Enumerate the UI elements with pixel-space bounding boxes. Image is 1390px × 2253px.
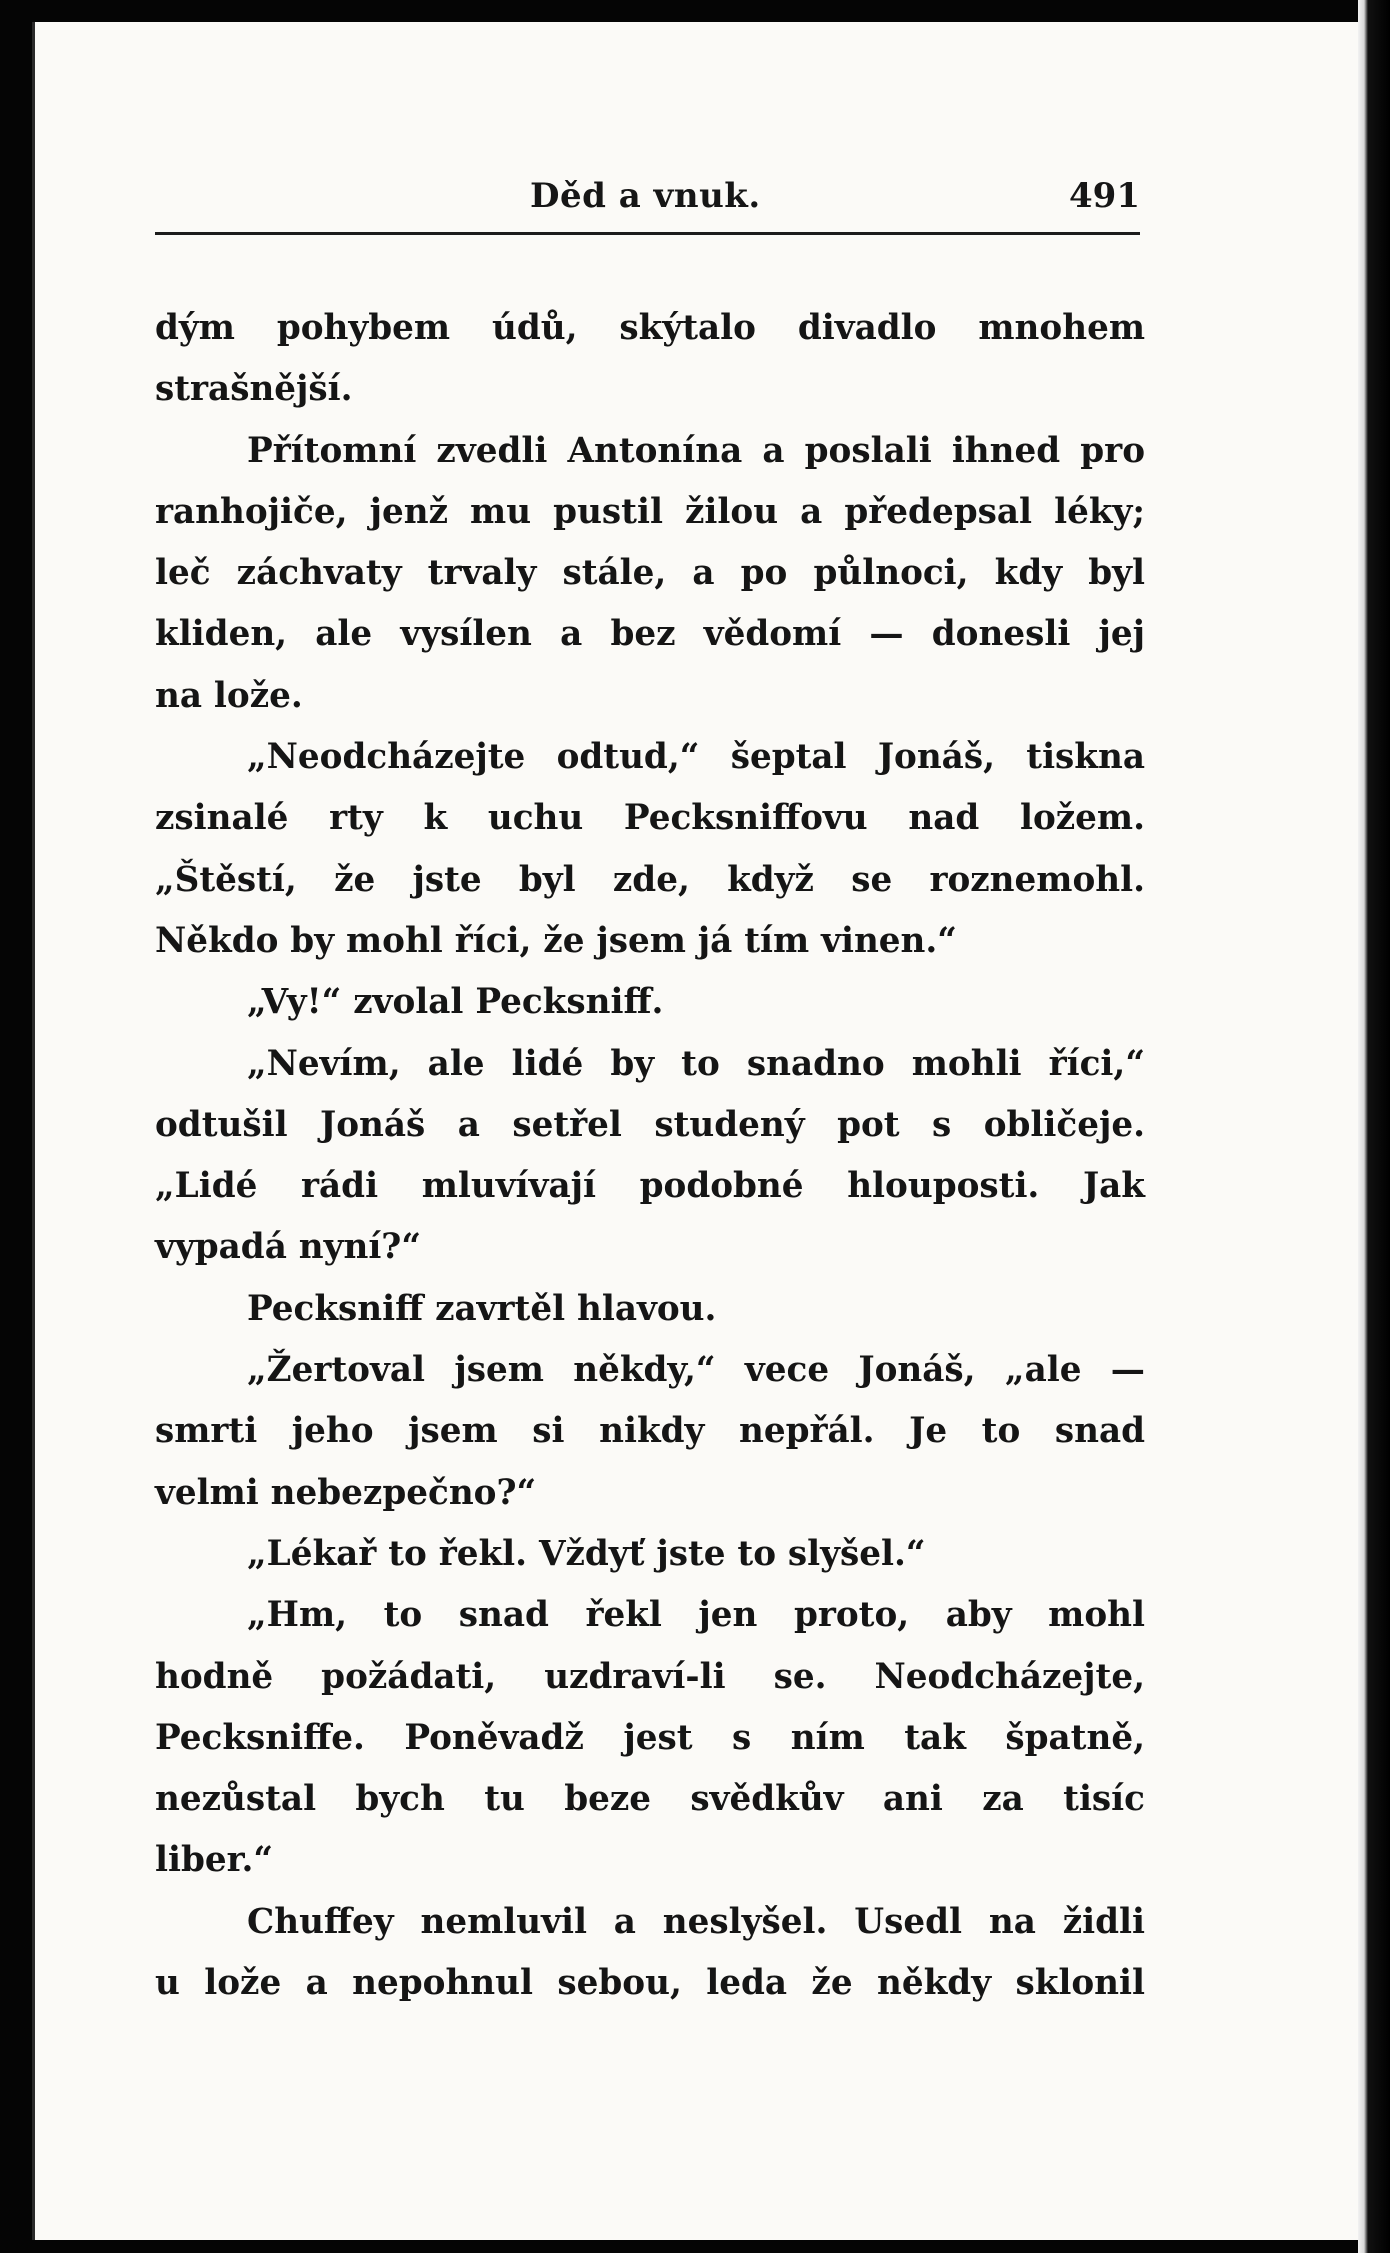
- page-number: 491: [1069, 176, 1140, 216]
- text-line: na lože.: [155, 675, 303, 716]
- text-line: liber.“: [155, 1840, 274, 1881]
- text-line: kliden, ale vysílen a bez vědomí — donesli jej: [155, 614, 1145, 655]
- running-header: [155, 170, 1140, 222]
- body-text: [155, 298, 1145, 2014]
- text-line: „Nevím, ale lidé by to snadno mohli říci,“: [247, 1043, 1145, 1084]
- text-line: Chuffey nemluvil a neslyšel. Usedl na židli: [247, 1901, 1145, 1942]
- text-line: velmi nebezpečno?“: [155, 1472, 537, 1513]
- text-line: Pecksniffe. Poněvadž jest s ním tak špatně,: [155, 1717, 1145, 1758]
- text-line: ranhojiče, jenž mu pustil žilou a předepsal léky;: [155, 491, 1145, 532]
- text-line: nezůstal bych tu beze svědkův ani za tisíc: [155, 1779, 1145, 1820]
- text-line: strašnější.: [155, 369, 353, 410]
- text-line: „Neodcházejte odtud,“ šeptal Jonáš, tiskna: [247, 737, 1145, 778]
- text-line: „Štěstí, že jste byl zde, když se roznemohl.: [155, 859, 1145, 900]
- page-edge-shadow: [1358, 0, 1390, 2253]
- text-line: vypadá nyní?“: [155, 1227, 422, 1268]
- text-line: Pecksniff zavrtěl hlavou.: [247, 1288, 717, 1329]
- text-line: Přítomní zvedli Antonína a poslali ihned pro: [247, 430, 1145, 471]
- text-line: „Lékař to řekl. Vždyť jste to slyšel.“: [247, 1533, 926, 1574]
- text-line: hodně požádati, uzdraví-li se. Neodcházejte,: [155, 1656, 1145, 1697]
- text-line: dým pohybem údů, skýtalo divadlo mnohem: [155, 308, 1145, 348]
- text-line: odtušil Jonáš a setřel studený pot s obličeje.: [155, 1104, 1145, 1145]
- running-title: Děd a vnuk.: [530, 176, 761, 216]
- text-line: u lože a nepohnul sebou, leda že někdy sklonil: [155, 1963, 1145, 2004]
- text-line: „Hm, to snad řekl jen proto, aby mohl: [247, 1595, 1145, 1636]
- text-line: „Vy!“ zvolal Pecksniff.: [247, 982, 664, 1023]
- text-line: leč záchvaty trvaly stále, a po půlnoci, kdy byl: [155, 553, 1145, 594]
- header-rule: [155, 232, 1140, 235]
- text-line: Někdo by mohl říci, že jsem já tím vinen.“: [155, 920, 957, 961]
- text-line: „Žertoval jsem někdy,“ vece Jonáš, „ale —: [247, 1350, 1145, 1391]
- text-line: „Lidé rádi mluvívají podobné hlouposti. Jak: [155, 1166, 1145, 1207]
- text-line: smrti jeho jsem si nikdy nepřál. Je to snad: [155, 1411, 1145, 1452]
- text-line: zsinalé rty k uchu Pecksniffovu nad ložem.: [155, 798, 1145, 839]
